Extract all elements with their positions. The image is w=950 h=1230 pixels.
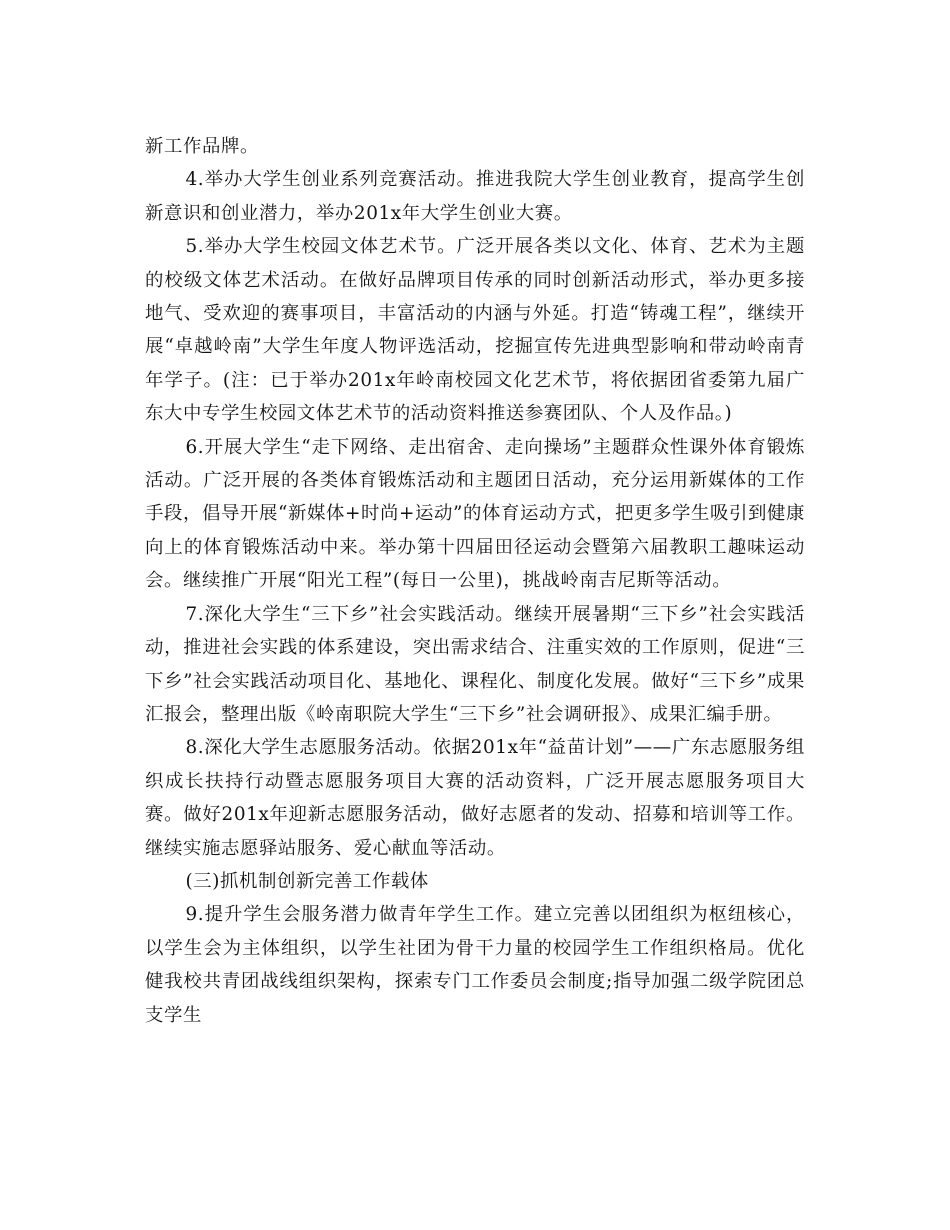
paragraph-item-8: 8.深化大学生志愿服务活动。依据201x年“益苗计划”——广东志愿服务组织成长扶持行动暨志愿服务项目大赛的活动资料，广泛开展志愿服务项目大赛。做好201x年迎新志愿服务活动，做好志愿者的发动、招募和培训等工作。继续实施志愿驿站服务、爱心献血等活动。: [145, 737, 805, 859]
document-body: [145, 130, 805, 1032]
paragraph-item-9: 9.提升学生会服务潜力做青年学生工作。建立完善以团组织为枢纽核心，以学生会为主体组织，以学生社团为骨干力量的校园学生工作组织格局。优化健我校共青团战线组织架构，探索专门工作委员会制度;指导加强二级学院团总支学生: [145, 904, 805, 1026]
paragraph-item-6: 6.开展大学生“走下网络、走出宿舍、走向操场”主题群众性课外体育锻炼活动。广泛开展的各类体育锻炼活动和主题团日活动，充分运用新媒体的工作手段，倡导开展“新媒体+时尚+运动”的体育运动方式，把更多学生吸引到健康向上的体育锻炼活动中来。举办第十四届田径运动会暨第六届教职工趣味运动会。继续推广开展“阳光工程”(每日一公里)，挑战岭南吉尼斯等活动。: [145, 436, 805, 592]
paragraph-item-5: 5.举办大学生校园文体艺术节。广泛开展各类以文化、体育、艺术为主题的校级文体艺术活动。在做好品牌项目传承的同时创新活动形式，举办更多接地气、受欢迎的赛事项目，丰富活动的内涵与外延。打造“铸魂工程”，继续开展“卓越岭南”大学生年度人物评选活动，挖掘宣传先进典型影响和带动岭南青年学子。(注：已于举办201x年岭南校园文化艺术节，将依据团省委第九届广东大中专学生校园文体艺术节的活动资料推送参赛团队、个人及作品。): [145, 236, 805, 425]
paragraph-continuation: 新工作品牌。: [145, 136, 259, 157]
paragraph-item-4: 4.举办大学生创业系列竞赛活动。推进我院大学生创业教育，提高学生创新意识和创业潜力，举办201x年大学生创业大赛。: [145, 169, 805, 224]
section-heading-3: (三)抓机制创新完善工作载体: [185, 870, 429, 892]
paragraph-item-7: 7.深化大学生“三下乡”社会实践活动。继续开展暑期“三下乡”社会实践活动，推进社会实践的体系建设，突出需求结合、注重实效的工作原则，促进“三下乡”社会实践活动项目化、基地化、课程化、制度化发展。做好“三下乡”成果汇报会，整理出版《岭南职院大学生“三下乡”社会调研报》、成果汇编手册。: [145, 603, 805, 725]
